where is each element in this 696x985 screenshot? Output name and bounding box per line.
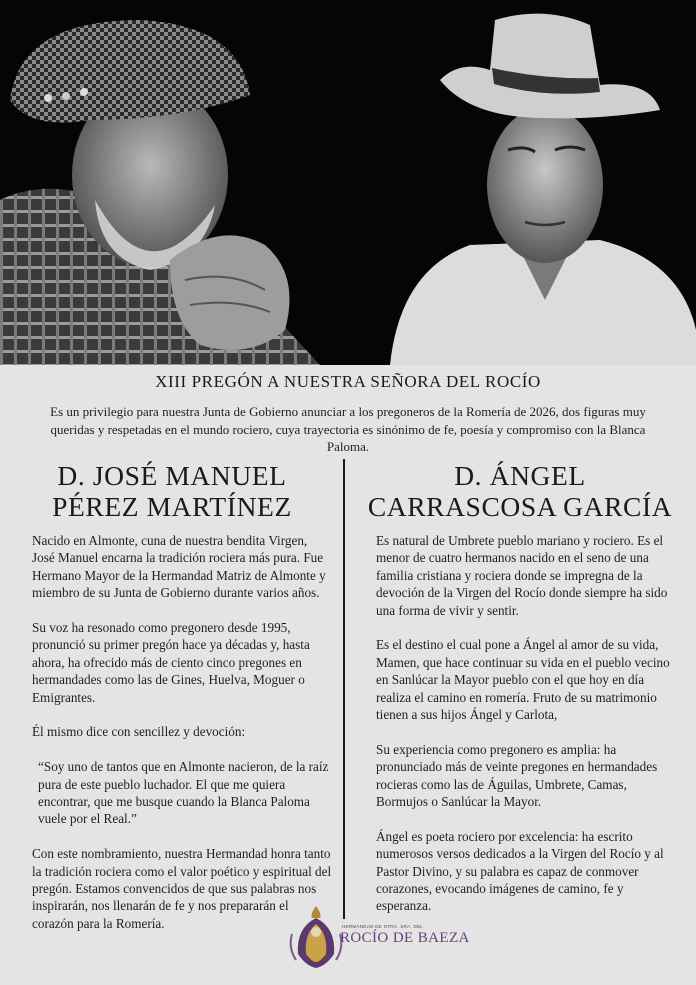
logo-subtitle: HERMANDAD DE NTRA. SRA. DEL — [342, 924, 424, 929]
right-paragraph: Es el destino el cual pone a Ángel al amor de su vida, Mamen, que hace continuar su vida en el pueblo vecino en Sanlúcar la Mayor pueblo con el que hoy en día realiza el camino en romería. Fruto de su matrimonio tienen a sus hijos Ángel y Carlota, — [376, 637, 670, 723]
page-title: XIII PREGÓN A NUESTRA SEÑORA DEL ROCÍO — [155, 372, 541, 391]
left-name-line1: D. JOSÉ MANUEL — [57, 460, 287, 491]
left-biography — [32, 532, 332, 950]
right-biography — [376, 532, 676, 932]
right-name-line1: D. ÁNGEL — [454, 460, 586, 491]
left-portrait — [0, 20, 320, 365]
left-name-line2: PÉREZ MARTÍNEZ — [52, 491, 292, 522]
left-paragraph: Su voz ha resonado como pregonero desde 1995, pronunció su primer pregón hace ya décadas y, hasta ahora, ha ofrecido más de ciento cinco pregones en hermandades como las de Gines, Huelva, Moguer o Emigrantes. — [32, 620, 310, 705]
left-paragraph: Él mismo dice con sencillez y devoción: — [32, 724, 246, 740]
right-paragraph: Es natural de Umbrete pueblo mariano y rociero. Es el menor de cuatro hermanos nacido en el seno de una familia cristiana y rociera donde se impregna de la devoción de la Virgen del Rocío donde siempre ha sido una forma de vivir y sentir. — [376, 533, 668, 618]
left-quote: “Soy uno de tantos que en Almonte nacieron, de la raíz pura de este pueblo luchador. El que me quiera encontrar, que me busque cuando la Blanca Paloma vuele por el Real.” — [38, 759, 329, 827]
right-name-line2: CARRASCOSA GARCÍA — [367, 491, 673, 522]
logo-title: ROCÍO DE BAEZA — [340, 930, 470, 946]
right-paragraph: Su experiencia como pregonero es amplia: ha pronunciado más de veinte pregones en hermandades rocieras como las de Águilas, Umbrete, Camas, Bormujos o Sanlúcar la Mayor. — [376, 741, 658, 810]
right-honoree-name — [352, 460, 688, 522]
left-paragraph: Con este nombramiento, nuestra Hermandad honra tanto la tradición rociera como el valor poético y espiritual del pregón. Estamos convencidos de que sus palabras nos inspirarán, nos llenarán de fe y nos prepararán el corazón para la Romería. — [32, 846, 332, 931]
virgin-crest-icon — [286, 904, 346, 970]
intro-text: Es un privilegio para nuestra Junta de Gobierno anunciar a los pregoneros de la Romería de 2026, dos figuras muy queridas y respetadas en el mundo rociero, cuya trayectoria es sinónimo de fe, poesía y compromiso con la Blanca Paloma. — [50, 404, 646, 454]
portraits-image — [0, 0, 696, 365]
left-paragraph: Nacido en Almonte, cuna de nuestra bendita Virgen, José Manuel encarna la tradición rociera más pura. Fue Hermano Mayor de la Hermandad Matriz de Almonte y miembro de su Junta de Gobierno durante varios años. — [32, 533, 326, 601]
left-honoree-name — [12, 460, 332, 522]
column-divider — [343, 459, 345, 919]
right-portrait — [390, 14, 696, 365]
hero-photo-banner — [0, 0, 696, 365]
right-paragraph: Ángel es poeta rociero por excelencia: ha escrito numerosos versos dedicados a la Virgen del Rocío y al Pastor Divino, y su palabra es capaz de conmover corazones, evocando imágenes de camino, fe y esperanza. — [376, 828, 664, 914]
